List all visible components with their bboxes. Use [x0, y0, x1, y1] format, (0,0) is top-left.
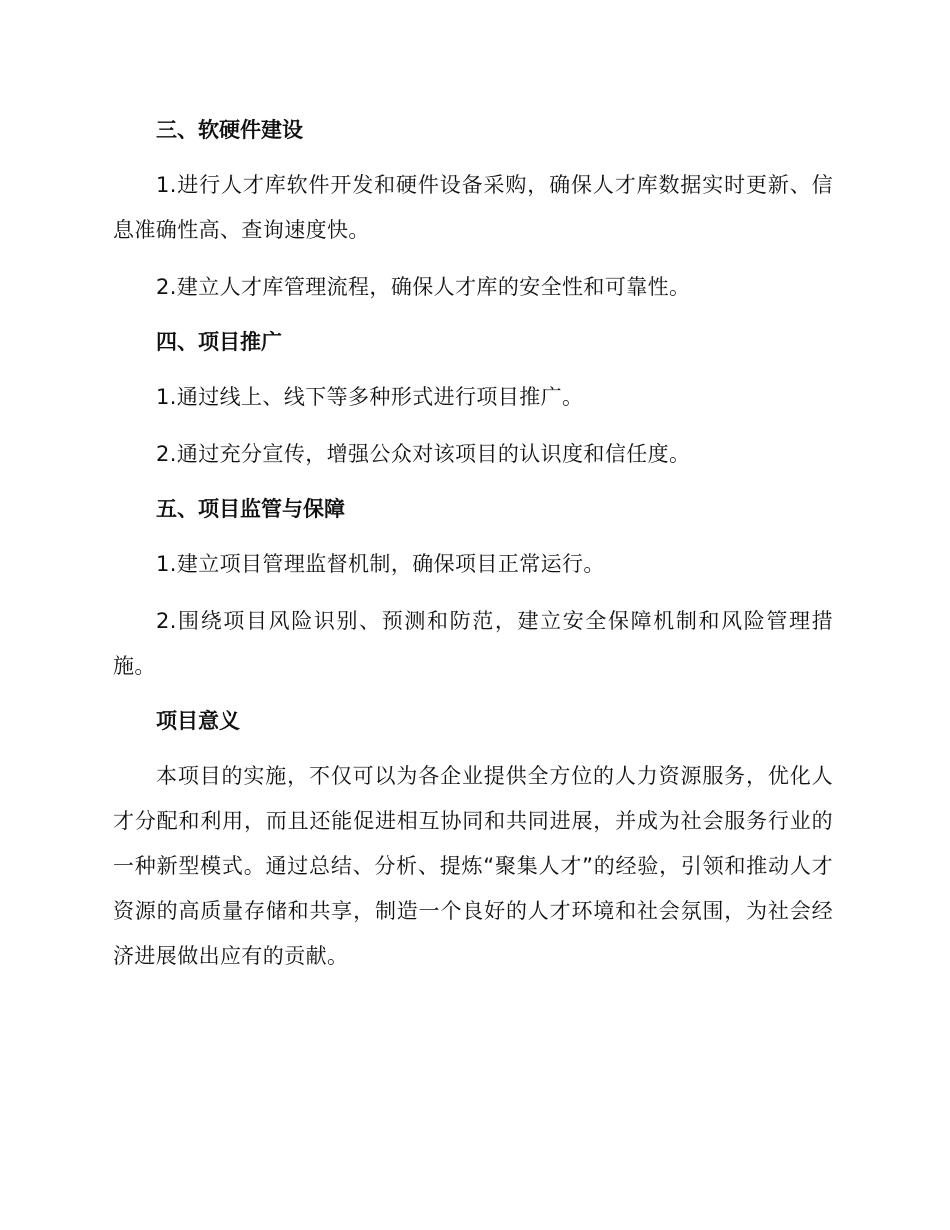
paragraph: 1.进行人才库软件开发和硬件设备采购，确保人才库数据实时更新、信息准确性高、查询速度快。	[113, 173, 833, 242]
paragraph: 1.通过线上、线下等多种形式进行项目推广。	[156, 385, 584, 409]
section-supervision	[113, 489, 833, 689]
paragraph: 2.通过充分宣传，增强公众对该项目的认识度和信任度。	[156, 442, 691, 466]
section-significance	[113, 701, 833, 979]
document-page	[113, 110, 833, 979]
section-promotion	[113, 322, 833, 477]
paragraph: 1.建立项目管理监督机制，确保项目正常运行。	[156, 552, 605, 576]
section-software-hardware	[113, 110, 833, 310]
section-heading: 四、项目推广	[156, 330, 282, 354]
paragraph: 2.建立人才库管理流程，确保人才库的安全性和可靠性。	[156, 275, 691, 299]
paragraph: 本项目的实施，不仅可以为各企业提供全方位的人力资源服务，优化人才分配和利用，而且还能促进相互协同和共同进展，并成为社会服务行业的一种新型模式。通过总结、分析、提炼“聚集人才”的经验，引领和推动人才资源的高质量存储和共享，制造一个良好的人才环境和社会氛围，为社会经济进展做出应有的贡献。	[113, 764, 833, 968]
section-heading: 五、项目监管与保障	[156, 497, 345, 521]
paragraph: 2.围绕项目风险识别、预测和防范，建立安全保障机制和风险管理措施。	[113, 609, 833, 678]
section-heading: 三、软硬件建设	[156, 118, 303, 142]
section-heading: 项目意义	[156, 709, 240, 733]
